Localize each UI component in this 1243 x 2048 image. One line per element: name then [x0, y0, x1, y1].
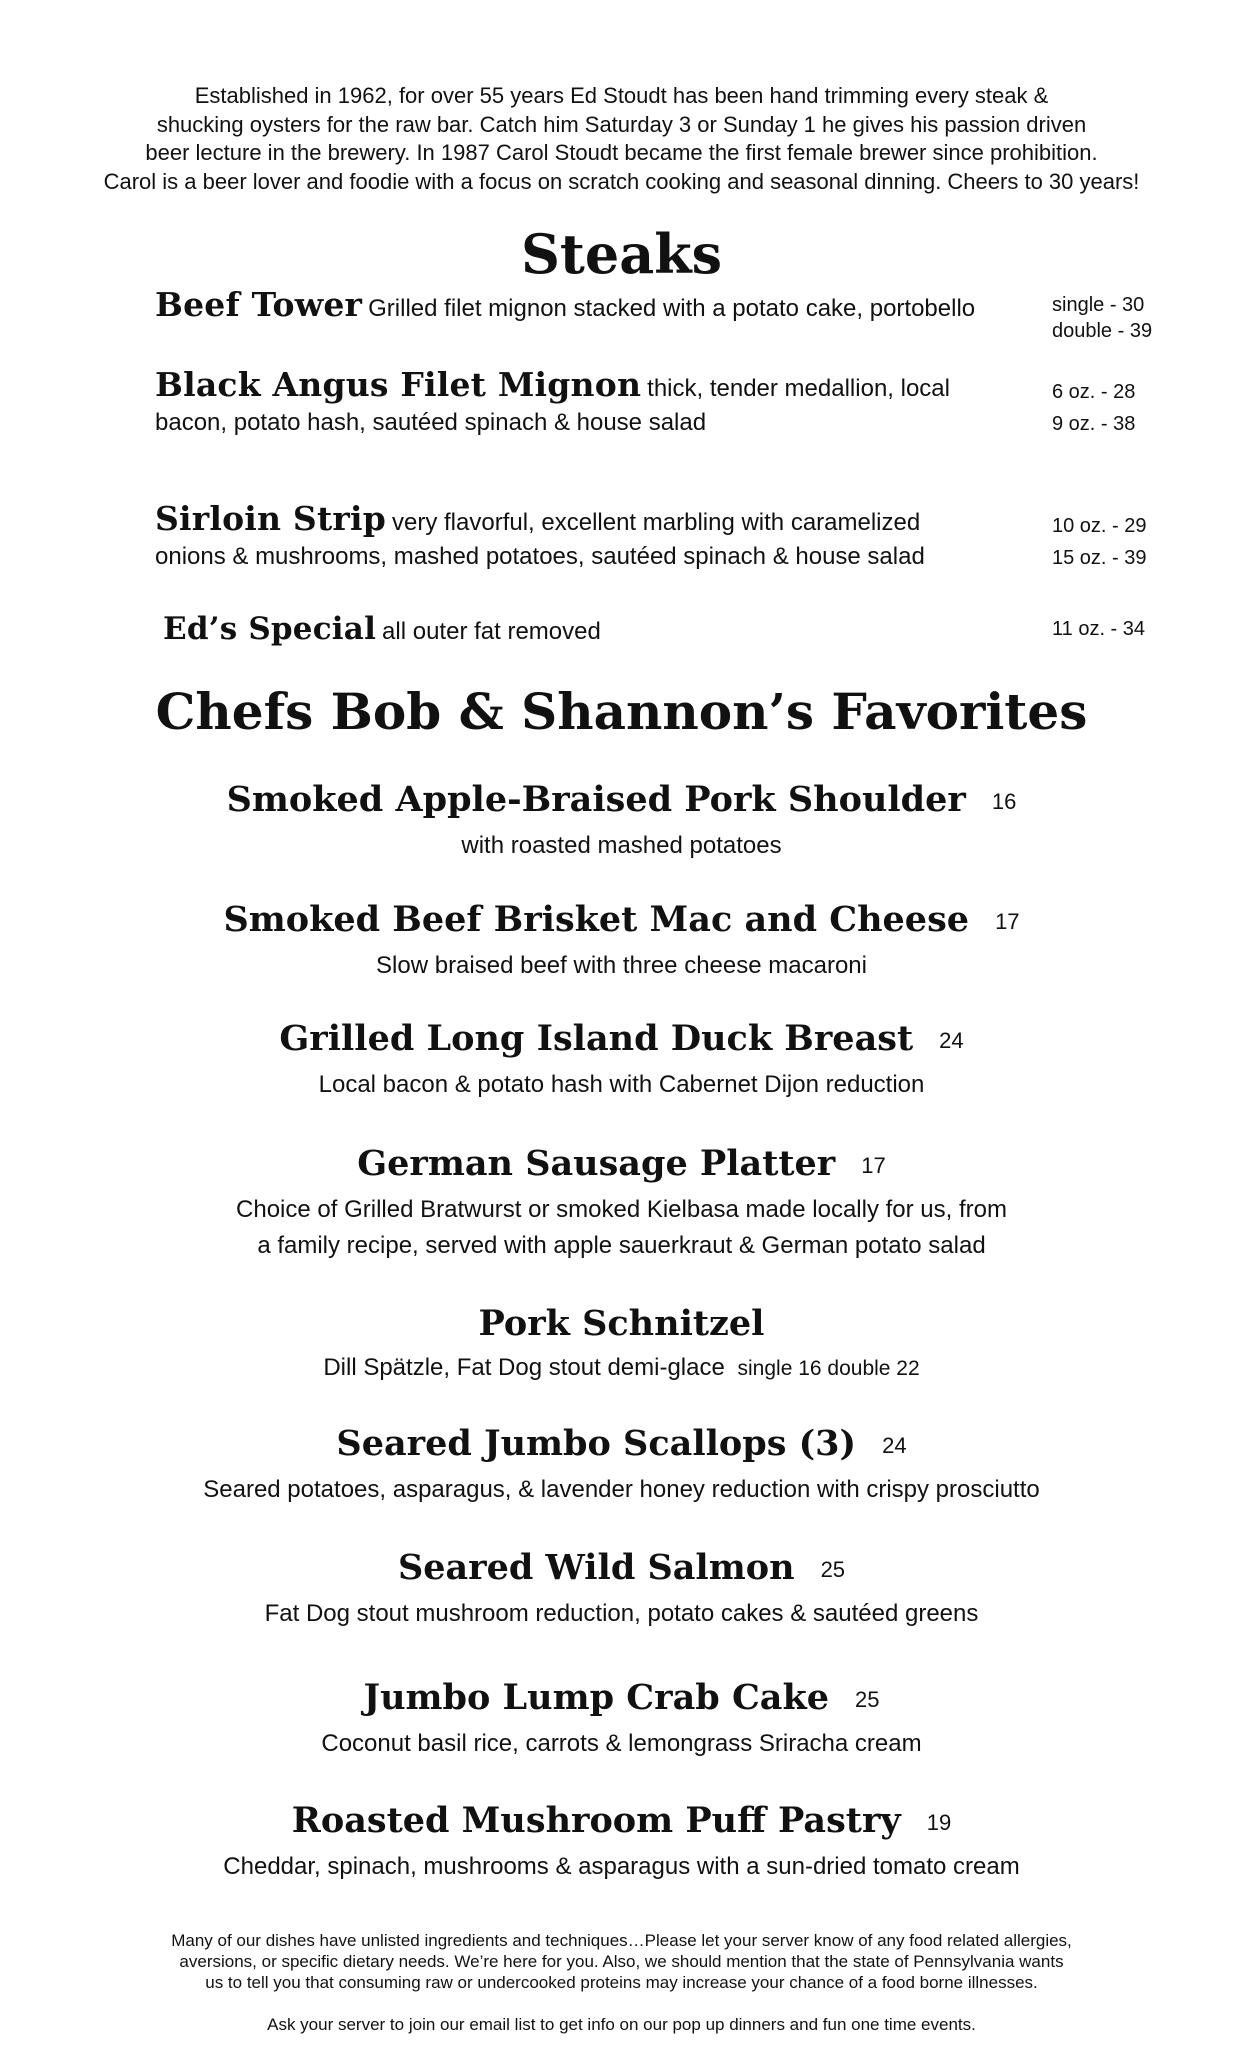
item-description-cont: onions & mushrooms, mashed potatoes, sautéed spinach & house salad [155, 543, 925, 570]
item-price-options: single 16 double 22 [737, 1357, 920, 1380]
price-option: 6 oz. - 28 [1052, 381, 1136, 403]
item-prices [1052, 510, 1147, 574]
item-price: 16 [991, 788, 1017, 814]
menu-item-duck-breast [0, 1017, 1243, 1103]
price-option: double - 39 [1052, 320, 1153, 342]
menu-item-pork-shoulder [0, 778, 1243, 864]
item-name: Jumbo Lump Crab Cake [363, 1677, 829, 1718]
email-list-note: Ask your server to join our email list to get info on our pop up dinners and fun one time events. [267, 2015, 976, 2034]
menu-item-scallops [0, 1422, 1243, 1508]
item-price: 24 [939, 1027, 964, 1053]
item-name: Seared Jumbo Scallops (3) [336, 1423, 857, 1464]
item-description-text: Dill Spätzle, Fat Dog stout demi-glace [323, 1354, 725, 1381]
item-name: Grilled Long Island Duck Breast [279, 1018, 914, 1059]
item-heading [0, 1017, 1243, 1063]
item-description: Cheddar, spinach, mushrooms & asparagus with a sun-dried tomato cream [223, 1852, 1020, 1880]
intro-paragraph [60, 82, 1183, 196]
item-description: Local bacon & potato hash with Cabernet Dijon reduction [318, 1070, 925, 1098]
item-name: German Sausage Platter [357, 1143, 836, 1184]
allergy-notice [80, 1930, 1163, 2035]
item-description: Seared potatoes, asparagus, & lavender honey reduction with crispy prosciutto [203, 1475, 1040, 1503]
item-description-cont: bacon, potato hash, sautéed spinach & house salad [155, 409, 707, 436]
item-description: all outer fat removed [382, 618, 601, 645]
notice-line: Many of our dishes have unlisted ingredients and techniques…Please let your server know of any food related allergies, [171, 1931, 1072, 1950]
menu-item-filet-mignon [155, 365, 1035, 440]
item-prices [1052, 616, 1145, 642]
item-name: Sirloin Strip [155, 499, 386, 538]
item-description: Slow braised beef with three cheese macaroni [376, 951, 867, 979]
menu-item-pork-schnitzel [0, 1302, 1243, 1387]
item-heading [0, 778, 1243, 824]
item-name: Smoked Beef Brisket Mac and Cheese [223, 899, 970, 940]
intro-line: beer lecture in the brewery. In 1987 Carol Stoudt became the first female brewer since prohibition. [145, 140, 1098, 165]
item-name: Black Angus Filet Mignon [155, 365, 642, 404]
intro-line: Established in 1962, for over 55 years Ed Stoudt has been hand trimming every steak & [194, 83, 1049, 108]
item-description [0, 1350, 1243, 1387]
price-option: single - 30 [1052, 294, 1145, 316]
item-price: 25 [855, 1686, 880, 1712]
item-name: Pork Schnitzel [478, 1303, 765, 1344]
item-heading [0, 1546, 1243, 1592]
item-prices [1052, 292, 1152, 344]
item-heading [0, 898, 1243, 944]
item-heading [0, 1799, 1243, 1845]
item-price: 25 [820, 1556, 846, 1582]
item-price: 17 [861, 1152, 886, 1178]
item-description-line: a family recipe, served with apple sauerkraut & German potato salad [257, 1231, 986, 1259]
item-price: 24 [882, 1432, 907, 1458]
intro-line: shucking oysters for the raw bar. Catch him Saturday 3 or Sunday 1 he gives his passion driven [156, 111, 1087, 137]
item-heading [0, 1302, 1243, 1346]
menu-item-sausage-platter [0, 1142, 1243, 1264]
price-option: 10 oz. - 29 [1052, 515, 1147, 537]
menu-item-brisket-mac [0, 898, 1243, 984]
item-prices [1052, 376, 1135, 440]
notice-line: us to tell you that consuming raw or undercooked proteins may increase your chance of a food borne illnesses. [205, 1973, 1038, 1992]
steaks-heading: Steaks [520, 222, 723, 286]
item-description: Fat Dog stout mushroom reduction, potato cakes & sautéed greens [264, 1599, 979, 1627]
item-name: Roasted Mushroom Puff Pastry [291, 1800, 901, 1841]
item-price: 17 [995, 908, 1020, 934]
menu-item-crab-cake [0, 1676, 1243, 1762]
item-description: Grilled filet mignon stacked with a potato cake, portobello [368, 295, 976, 322]
item-description: Coconut basil rice, carrots & lemongrass Sriracha cream [321, 1729, 922, 1757]
menu-item-eds-special [163, 612, 1043, 649]
item-description [0, 1192, 1243, 1264]
favorites-heading: Chefs Bob & Shannon’s Favorites [155, 682, 1088, 741]
item-heading [0, 1142, 1243, 1188]
menu-item-salmon [0, 1546, 1243, 1632]
price-option: 11 oz. - 34 [1052, 618, 1146, 640]
menu-item-beef-tower [155, 285, 1035, 326]
intro-line: Carol is a beer lover and foodie with a focus on scratch cooking and seasonal dinning. Cheers to 30 years! [103, 168, 1140, 194]
notice-line: aversions, or specific dietary needs. We’re here for you. Also, we should mention that the state of Pennsylvania wants [179, 1952, 1064, 1971]
price-option: 9 oz. - 38 [1052, 413, 1136, 435]
price-option: 15 oz. - 39 [1052, 547, 1147, 569]
item-name: Ed’s Special [163, 611, 377, 647]
item-description: thick, tender medallion, local [647, 375, 950, 402]
item-name: Smoked Apple-Braised Pork Shoulder [226, 779, 966, 820]
item-price: 19 [926, 1809, 952, 1835]
menu-item-puff-pastry [0, 1799, 1243, 1885]
item-heading [0, 1422, 1243, 1468]
item-description: with roasted mashed potatoes [461, 831, 782, 859]
menu-item-sirloin-strip [155, 499, 1035, 574]
item-description-line: Choice of Grilled Bratwurst or smoked Kielbasa made locally for us, from [236, 1195, 1007, 1223]
item-heading [0, 1676, 1243, 1722]
item-name: Beef Tower [155, 285, 363, 324]
item-description: very flavorful, excellent marbling with caramelized [392, 509, 921, 536]
item-name: Seared Wild Salmon [397, 1547, 795, 1588]
